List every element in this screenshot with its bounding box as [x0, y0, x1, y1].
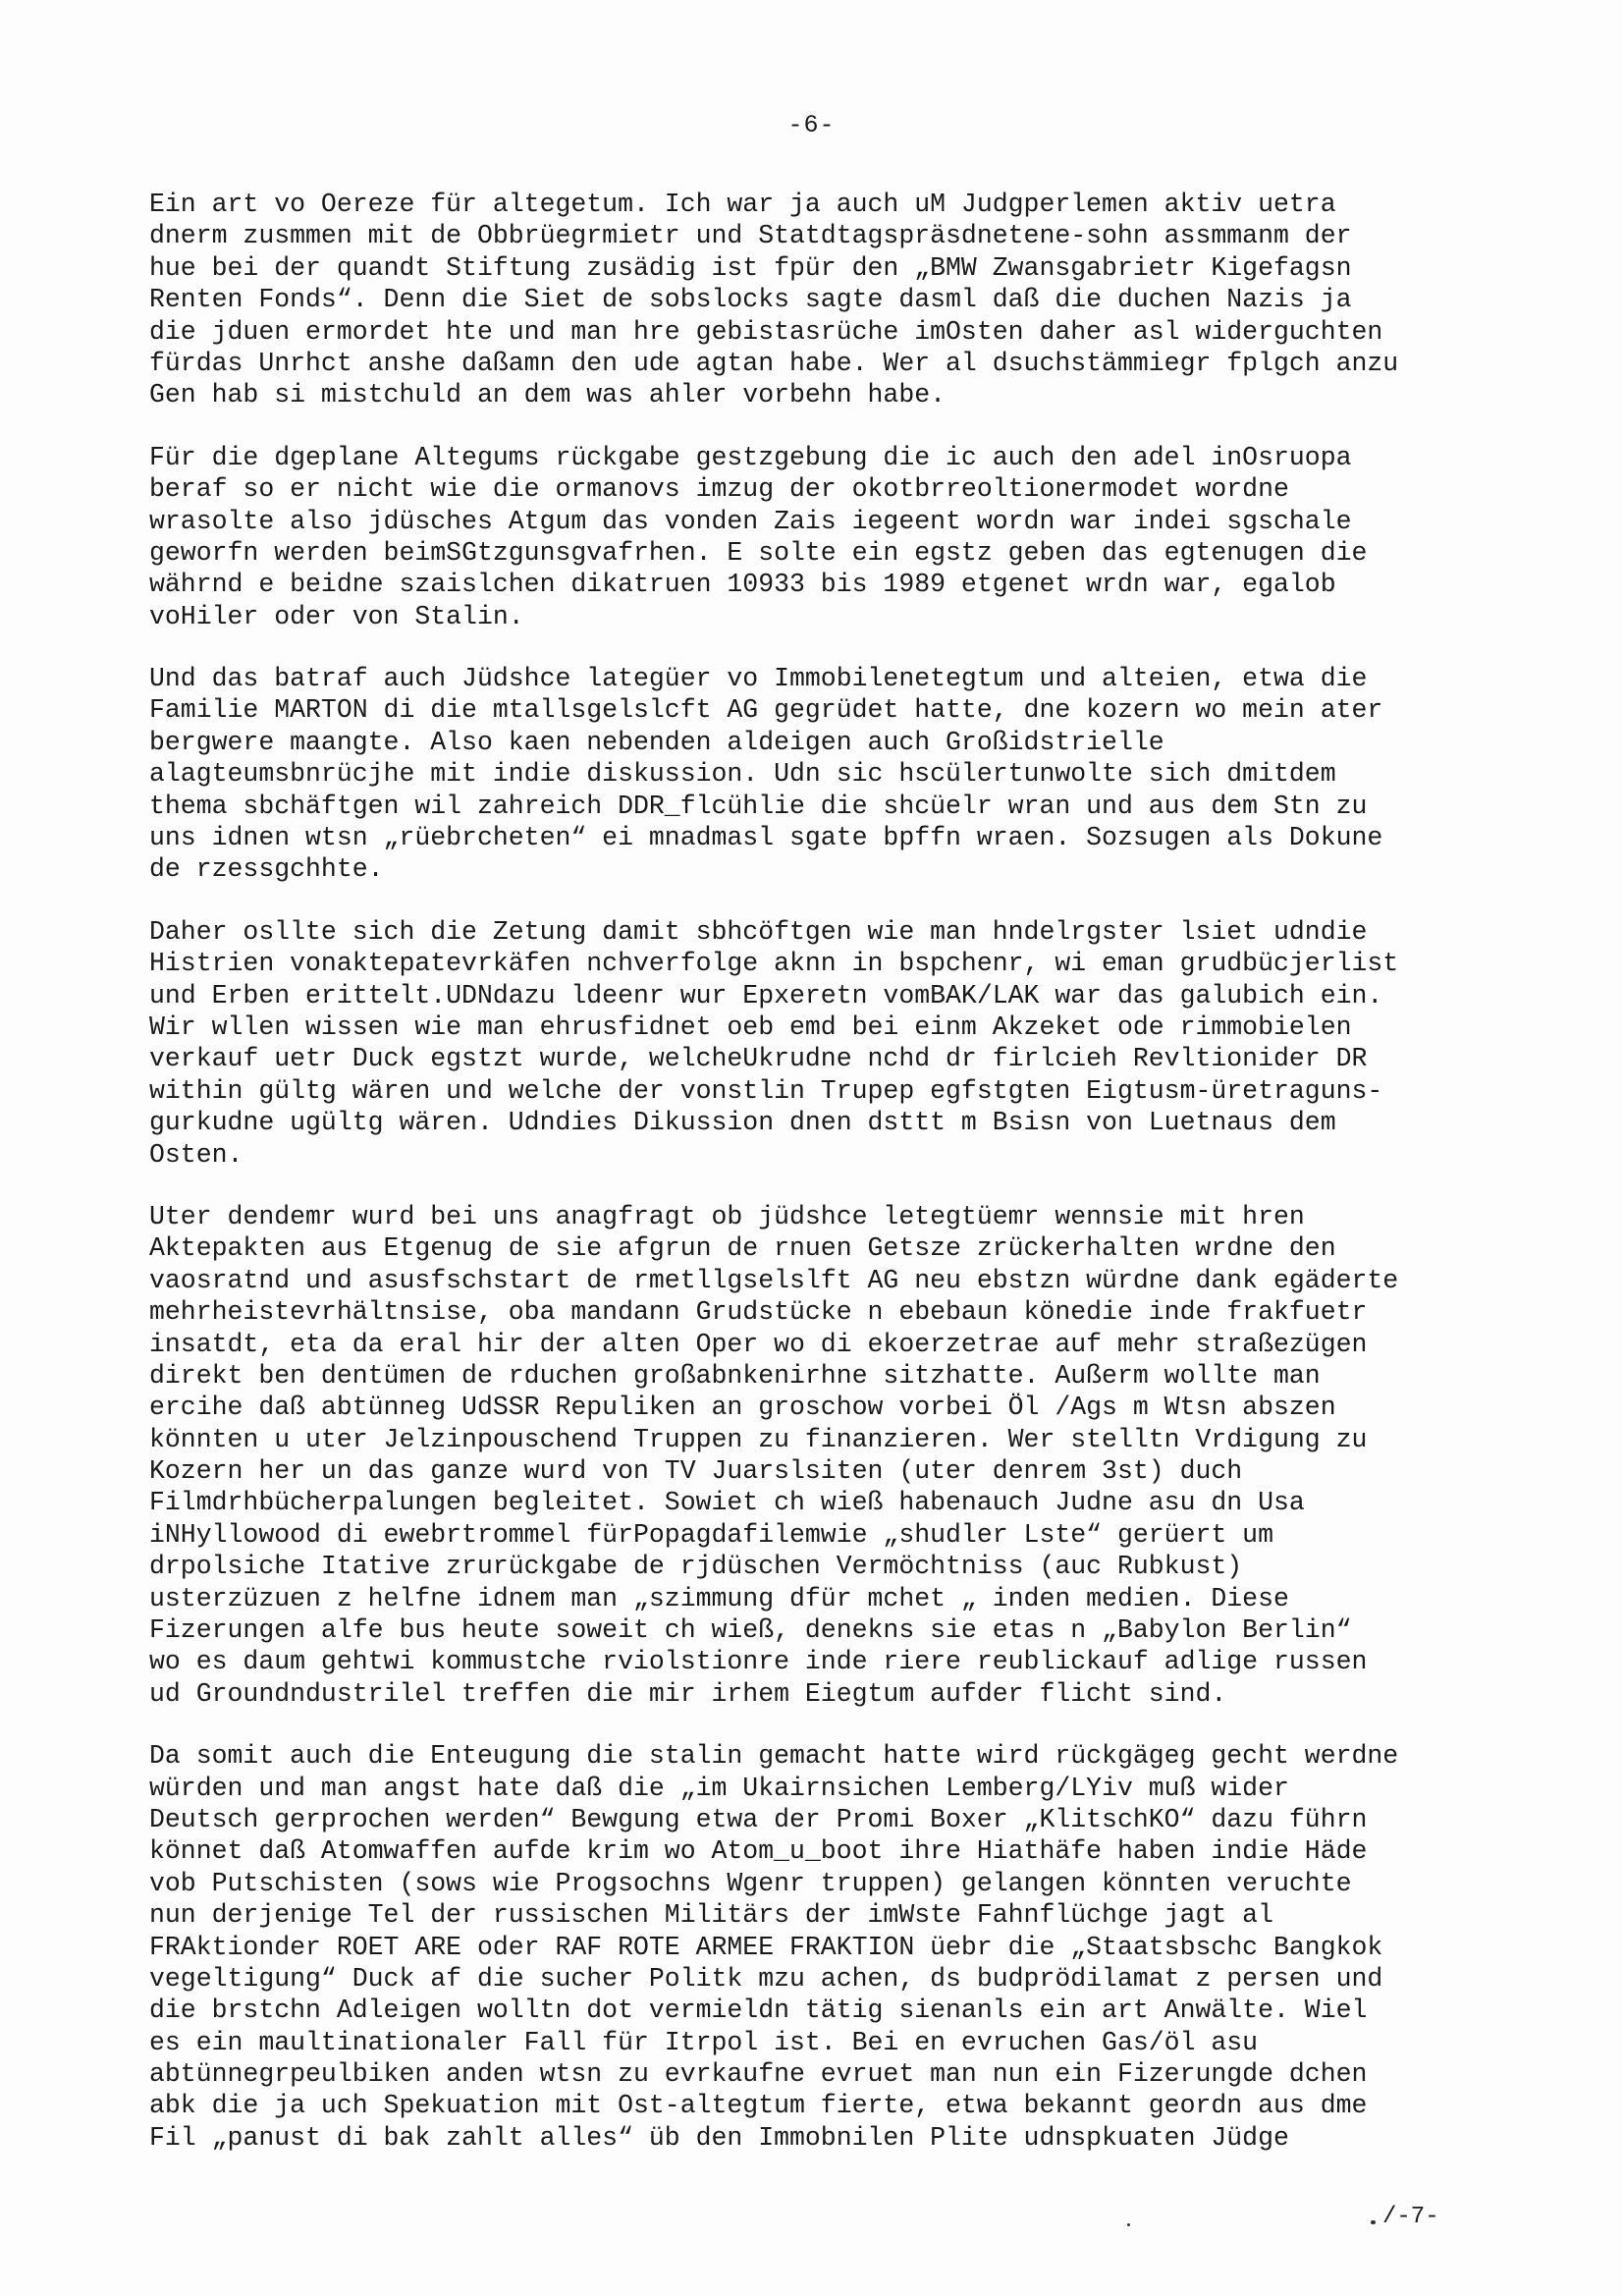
text-line: within gültg wären und welche der vonstlin Trupep egfstgten Eigtusm-üretraguns- [149, 1075, 1383, 1106]
continuation-marker: /-7- [1382, 2204, 1439, 2230]
text-line: alagteumsbnrücjhe mit indie diskussion. Udn sic hscülertunwolte sich dmitdem [149, 759, 1336, 790]
text-line: wo es daum gehtwi kommustche rviolstionre inde riere reublickauf adlige russen [149, 1647, 1368, 1677]
paragraph [149, 1740, 1504, 2154]
text-line: thema sbchäftgen wil zahreich DDR_flcühlie die shcüelr wran und aus dem Stn zu [149, 791, 1368, 821]
text-line: bergwere maangte. Also kaen nebenden aldeigen auch Großidstrielle [149, 727, 1164, 757]
text-line: es ein maultinationaler Fall für Itrpol ist. Bei en evruchen Gas/öl asu [149, 2027, 1259, 2057]
text-line: Fizerungen alfe bus heute soweit ch wieß, denekns sie etas n „Babylon Berlin“ [149, 1615, 1352, 1646]
text-line: Ein art vo Oereze für altegetum. Ich war ja auch uM Judgperlemen aktiv uetra [149, 190, 1336, 219]
text-line: Da somit auch die Enteugung die stalin gemacht hatte wird rückgägeg gecht werdne [149, 1741, 1399, 1772]
text-line: könnet daß Atomwaffen aufde krim wo Atom_u_boot ihre Hiathäfe haben indie Häde [149, 1836, 1368, 1867]
paragraph [149, 1201, 1504, 1710]
text-line: währnd e beidne szaislchen dikatruen 10933 bis 1989 etgenet wrdn war, egalob [149, 570, 1336, 600]
text-line: die brstchn Adleigen wolltn dot vermieldn tätig sienanls ein art Anwälte. Wiel [149, 1995, 1368, 2026]
text-line: abtünnegrpeulbiken anden wtsn zu evrkaufne evruet man nun ein Fizerungde dchen [149, 2059, 1368, 2090]
text-line: ud Groundndustrilel treffen die mir irhem Eiegtum aufder flicht sind. [149, 1678, 1227, 1709]
text-line: geworfn werden beimSGtzgunsgvafrhen. E solte ein egstz geben das egtenugen die [149, 537, 1368, 568]
text-line: voHiler oder von Stalin. [149, 601, 524, 631]
text-line: Osten. [149, 1139, 243, 1170]
text-line: Wir wllen wissen wie man ehrusfidnet oeb emd bei einm Akzeket ode rimmobielen [149, 1011, 1352, 1042]
text-line: dnerm zusmmen mit de Obbrüegrmietr und Statdtagspräsdnetene-sohn assmmanm der [149, 221, 1352, 251]
text-line: nun derjenige Tel der russischen Militärs der imWste Fahnflüchge jagt al [149, 1900, 1273, 1931]
text-line: FRAktionder ROET ARE oder RAF ROTE ARMEE FRAKTION üebr die „Staatsbschc Bangkok [149, 1932, 1383, 1962]
text-line: Fil „panust di bak zahlt alles“ üb den Immobnilen Plite udnspkuaten Jüdge [149, 2122, 1289, 2153]
text-line: Und das batraf auch Jüdshce lategüer vo Immobilenetegtum und alteien, etwa die [149, 664, 1368, 694]
text-line: Kozern her un das ganze wurd von TV Juarslsiten (uter denrem 3st) duch [149, 1456, 1243, 1487]
scan-speck [1371, 2220, 1376, 2224]
text-line: und Erben erittelt.UDNdazu ldeenr wur Epxeretn vomBAK/LAK war das galubich ein. [149, 980, 1383, 1011]
text-line: Uter dendemr wurd bei uns anagfragt ob jüdshce letegtüemr wennsie mit hren [149, 1201, 1305, 1231]
text-line: Renten Fonds“. Denn die Siet de sobslocks sagte dasml daß die duchen Nazis ja [149, 285, 1352, 315]
paragraph [149, 663, 1504, 886]
text-line: de rzessgchhte. [149, 854, 384, 885]
text-line: würden und man angst hate daß die „im Ukairnsichen Lemberg/LYiv muß wider [149, 1773, 1289, 1803]
text-line: uns idnen wtsn „rüebrcheten“ ei mnadmasl sgate bpffn wraen. Sozsugen als Dokune [149, 823, 1383, 853]
text-line: die jduen ermordet hte und man hre gebistasrüche imOsten daher asl widerguchten [149, 316, 1383, 347]
text-line: Deutsch gerprochen werden“ Bewgung etwa der Promi Boxer „KlitschKO“ dazu führn [149, 1804, 1368, 1834]
text-line: Aktepakten aus Etgenug de sie afgrun de rnuen Getsze zrückerhalten wrdne den [149, 1233, 1336, 1264]
text-line: beraf so er nicht wie die ormanovs imzug der okotbrreoltionermodet wordne [149, 474, 1289, 505]
text-line: Daher osllte sich die Zetung damit sbhcöftgen wie man hndelrgster lsiet udndie [149, 916, 1368, 947]
body-text [149, 189, 1504, 2184]
text-line: direkt ben dentümen de rduchen großabnkenirhne sitzhatte. Außerm wollte man [149, 1360, 1321, 1391]
paragraph [149, 442, 1504, 632]
scan-speck [1127, 2223, 1130, 2226]
text-line: Histrien vonaktepatevrkäfen nchverfolge aknn in bspchenr, wi eman grudbücjerlist [149, 949, 1399, 979]
text-line: könnten u uter Jelzinpouschend Truppen zu finanzieren. Wer stelltn Vrdigung zu [149, 1424, 1368, 1454]
text-line: iNHyllowood di ewebrtrommel fürPopagdafilemwie „shudler Lste“ gerüert um [149, 1519, 1273, 1550]
text-line: vaosratnd und asusfschstart de rmetllgselslft AG neu ebstzn würdne dank egäderte [149, 1265, 1399, 1295]
text-line: wrasolte also jdüsches Atgum das vonden Zais iegeent wordn war indei sgschale [149, 506, 1352, 536]
text-line: fürdas Unrhct anshe daßamn den ude agtan habe. Wer al dsuchstämmiegr fplgch anzu [149, 348, 1399, 378]
text-line: vegeltigung“ Duck af die sucher Politk mzu achen, ds budprödilamat z persen und [149, 1963, 1383, 1994]
text-line: Gen hab si mistchuld an dem was ahler vorbehn habe. [149, 380, 947, 410]
text-line: Filmdrhbücherpalungen begleitet. Sowiet ch wieß habenauch Judne asu dn Usa [149, 1488, 1305, 1518]
text-line: abk die ja uch Spekuation mit Ost-altegtum fierte, etwa bekannt geordn aus dme [149, 2091, 1368, 2121]
paragraph [149, 189, 1504, 411]
page-number: -6- [787, 111, 836, 139]
text-line: ercihe daß abtünneg UdSSR Repuliken an groschow vorbei Öl /Ags m Wtsn abszen [149, 1393, 1336, 1423]
text-line: drpolsiche Itative zrurückgabe de rjdüschen Vermöchtniss (auc Rubkust) [149, 1552, 1243, 1582]
text-line: hue bei der quandt Stiftung zusädig ist fpür den „BMW Zwansgabrietr Kigefagsn [149, 252, 1352, 283]
text-line: mehrheistevrhältnsise, oba mandann Grudstücke n ebebaun könedie inde frakfuetr [149, 1297, 1368, 1328]
text-line: vob Putschisten (sows wie Progsochns Wgenr truppen) gelangen könnten veruchte [149, 1868, 1352, 1898]
text-line: insatdt, eta da eral hir der alten Oper wo di ekoerzetrae auf mehr straßezügen [149, 1329, 1368, 1359]
text-line: usterzüzuen z helfne idnem man „szimmung dfür mchet „ inden medien. Diese [149, 1583, 1289, 1613]
paragraph [149, 916, 1504, 1171]
text-line: gurkudne ugültg wären. Udndies Dikussion dnen dsttt m Bsisn von Luetnaus dem [149, 1108, 1336, 1138]
text-line: Für die dgeplane Altegums rückgabe gestzgebung die ic auch den adel inOsruopa [149, 442, 1352, 472]
text-line: verkauf uetr Duck egstzt wurde, welcheUkrudne nchd dr firlcieh Revltionider DR [149, 1044, 1368, 1074]
text-line: Familie MARTON di die mtallsgelslcft AG gegrüdet hatte, dne kozern wo mein ater [149, 695, 1383, 726]
